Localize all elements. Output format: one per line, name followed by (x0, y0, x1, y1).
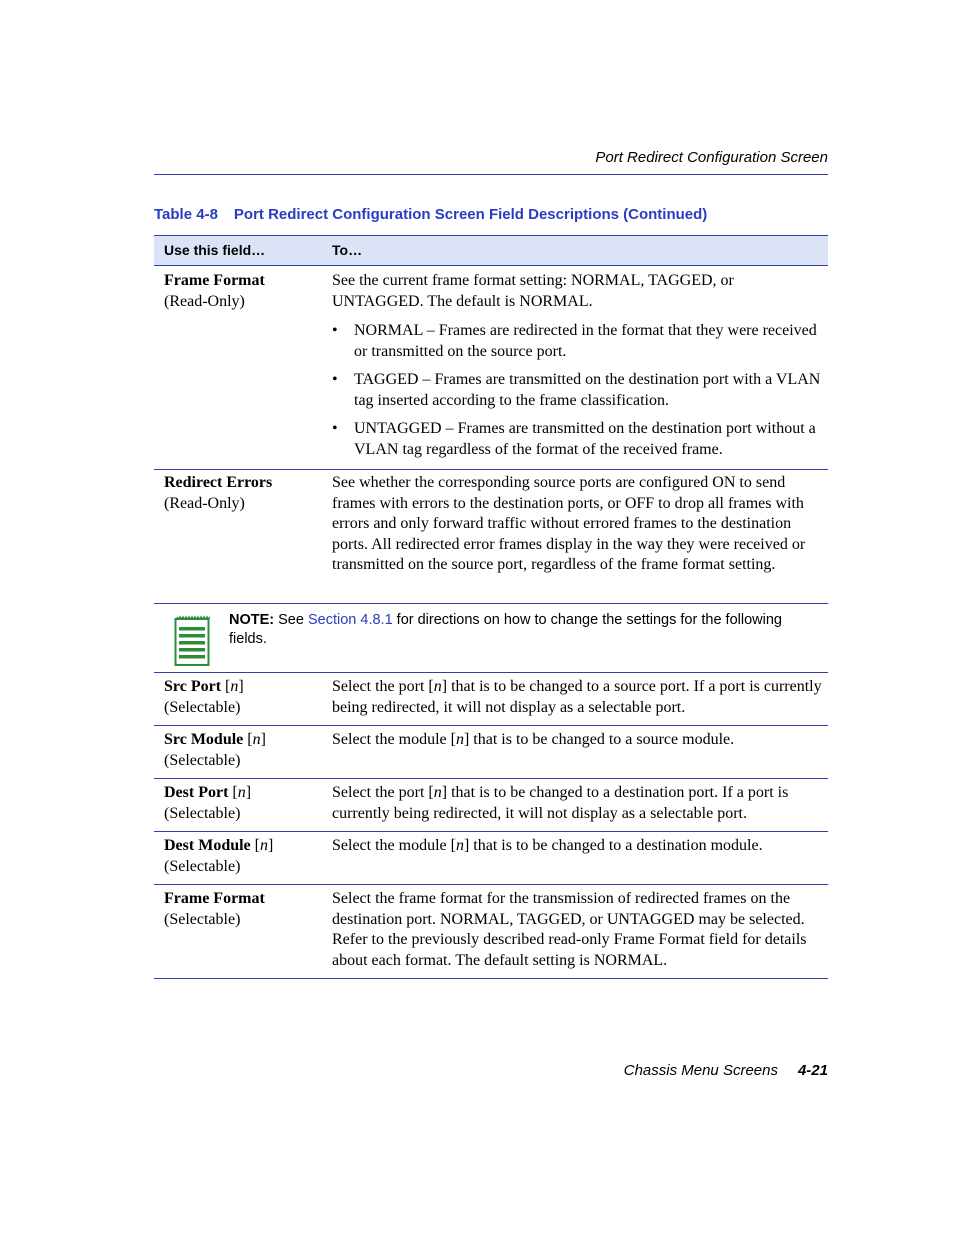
field-mode: (Read-Only) (164, 494, 245, 512)
description-text: Select the port [n] that is to be changed to a destination port. If a port is currently being redirected, it will not display as a selectable port. (332, 784, 789, 822)
field-cell: Src Module [n] (Selectable) (164, 731, 266, 769)
running-header: Port Redirect Configuration Screen (595, 149, 828, 166)
description-cell (332, 889, 822, 971)
field-cell: Dest Port [n] (Selectable) (164, 784, 252, 822)
table-caption (154, 206, 707, 223)
note-label: NOTE: (229, 612, 275, 628)
field-name: Frame Format (164, 272, 265, 289)
description-cell (332, 677, 822, 718)
field-mode: (Selectable) (164, 804, 241, 822)
table-row (154, 470, 828, 604)
field-param: n (237, 784, 246, 801)
note-after: for directions on how to change the settings for the following fields. (229, 612, 782, 647)
page-footer (154, 1062, 828, 1079)
field-param: n (252, 731, 261, 748)
table-header (154, 235, 828, 266)
bullet-text: TAGGED – Frames are transmitted on the destination port with a VLAN tag inserted according to the frame classification. (354, 371, 821, 409)
field-cell (164, 889, 265, 930)
list-item: • UNTAGGED – Frames are transmitted on the destination port without a VLAN tag regardless of the format of the received frame. (332, 420, 816, 458)
note-before: See (278, 612, 304, 628)
list-item: • TAGGED – Frames are transmitted on the destination port with a VLAN tag inserted according to the frame classification. (332, 371, 821, 409)
description-text: Select the module [n] that is to be changed to a source module. (332, 731, 735, 748)
header-rule (154, 174, 828, 175)
description-cell (332, 836, 822, 857)
table-title: Port Redirect Configuration Screen Field Descriptions (Continued) (233, 206, 708, 223)
note-box (154, 603, 828, 673)
description-cell (332, 730, 822, 751)
description-text: Select the port [n] that is to be changed to a source port. If a port is currently being redirected, it will not display as a selectable port. (332, 678, 822, 716)
section-link[interactable]: Section 4.8.1 (307, 612, 393, 628)
table-row (154, 779, 828, 832)
table-row (154, 266, 828, 470)
page-number: 4-21 (797, 1062, 828, 1079)
field-name: Frame Format (164, 890, 265, 907)
table-row (154, 832, 828, 885)
description-text: See whether the corresponding source ports are configured ON to send frames with errors to the destination ports, or OFF to drop all frames with errors and only forward traffic without errored frames to the destination ports. All redirected error frames display in the way they were received or transmitted on the source port, regardless of the frame format setting. (332, 474, 806, 573)
field-name: Redirect Errors (164, 474, 273, 491)
bullet-text: UNTAGGED – Frames are transmitted on the destination port without a VLAN tag regardless of the format of the received frame. (354, 420, 816, 458)
bullet-text: NORMAL – Frames are redirected in the format that they were received or transmitted on the source port. (354, 322, 817, 360)
field-cell: Src Port [n] (Selectable) (164, 678, 244, 716)
field-name: Src Module (164, 731, 244, 748)
field-cell: Dest Module [n] (Selectable) (164, 837, 274, 875)
description-cell (332, 473, 822, 576)
column-header-field: Use this field… (164, 242, 266, 258)
field-mode: (Selectable) (164, 751, 241, 769)
table-row (154, 885, 828, 979)
description-text: Select the module [n] that is to be changed to a destination module. (332, 837, 763, 854)
field-cell (164, 271, 265, 312)
field-mode: (Selectable) (164, 857, 241, 875)
field-mode: (Selectable) (164, 698, 241, 716)
field-name: Src Port (164, 678, 222, 695)
field-name: Dest Port (164, 784, 229, 801)
description-text: See the current frame format setting: NORMAL, TAGGED, or UNTAGGED. The default is NORMAL. (332, 272, 734, 310)
field-name: Dest Module (164, 837, 251, 854)
table-row (154, 726, 828, 779)
field-mode: (Selectable) (164, 910, 241, 928)
table-row (154, 673, 828, 726)
list-item: • NORMAL – Frames are redirected in the format that they were received or transmitted on the source port. (332, 322, 817, 360)
column-header-to: To… (332, 242, 363, 258)
field-mode: (Read-Only) (164, 292, 245, 310)
footer-section: Chassis Menu Screens (623, 1062, 778, 1079)
description-cell (332, 783, 822, 824)
field-cell (164, 473, 272, 514)
field-param: n (259, 837, 268, 854)
table-number: Table 4-8 (154, 206, 218, 223)
description-cell (332, 271, 822, 460)
field-param: n (230, 678, 239, 695)
note-text (229, 611, 789, 649)
note-pad-icon (174, 615, 210, 667)
description-text: Select the frame format for the transmission of redirected frames on the destination port. NORMAL, TAGGED, or UNTAGGED may be selected. Refer to the previously described read-only Frame Format field for details about each format. The default setting is NORMAL. (332, 890, 807, 969)
